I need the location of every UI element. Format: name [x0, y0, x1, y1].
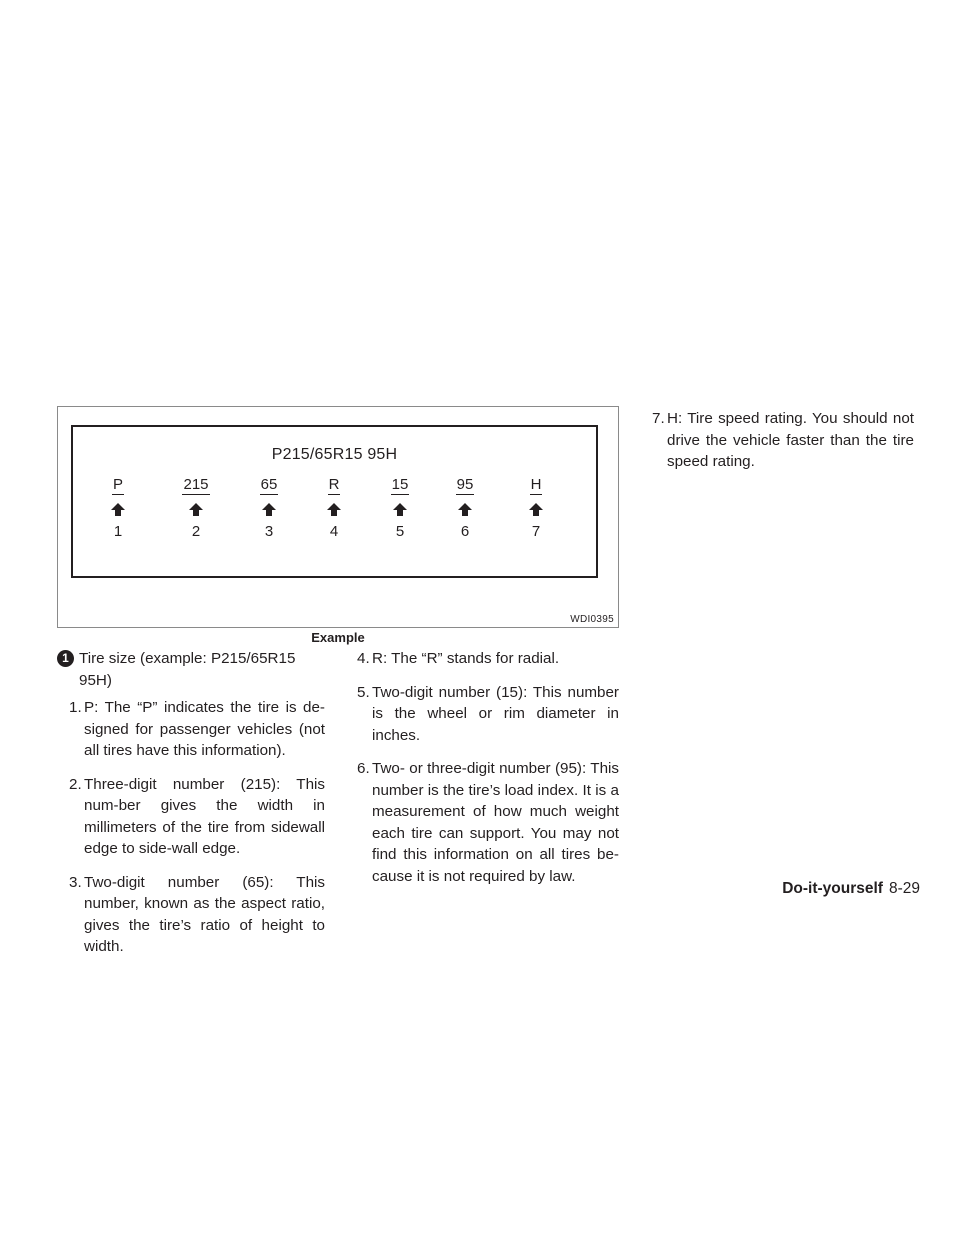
item-text: H: Tire speed rating. You should not drive the vehicle faster than the tire speed rating. [667, 410, 914, 470]
segment-label: R [328, 476, 340, 493]
tire-code-diagram [71, 425, 598, 578]
column-left [57, 648, 325, 970]
arrow-up-icon [529, 503, 543, 517]
list-item [57, 697, 325, 762]
arrow-up-icon [458, 503, 472, 517]
item-text: Two-digit number (65): This number, known as the aspect ratio, gives the tire’s ratio of height to width. [84, 873, 325, 955]
segment-label: 95 [456, 476, 474, 493]
list-item [652, 408, 914, 473]
segment-number: 4 [329, 523, 339, 540]
list-item [57, 872, 325, 958]
segment-label: 215 [183, 476, 209, 493]
segment-2 [166, 476, 226, 540]
column-middle [357, 648, 619, 899]
arrow-up-icon [111, 503, 125, 517]
list-item [357, 758, 619, 887]
figure-caption: Example [311, 630, 365, 645]
item-number: 3. [69, 873, 82, 891]
section-name: Do-it-yourself [782, 880, 883, 897]
column-right [652, 408, 914, 485]
segment-label: 15 [391, 476, 409, 493]
segment-4 [304, 476, 364, 540]
item-text: P: The “P” indicates the tire is de-signed for passenger vehicles (not all tires have this information). [84, 699, 325, 759]
item-number: 7. [652, 410, 665, 427]
segment-number: 7 [531, 523, 541, 540]
page-number: 8-29 [888, 880, 920, 897]
segment-label: 65 [260, 476, 278, 493]
segment-7 [506, 476, 566, 540]
tire-size-figure [57, 406, 619, 628]
segment-5 [370, 476, 430, 540]
arrow-up-icon [189, 503, 203, 517]
segment-number: 3 [264, 523, 274, 540]
segment-number: 6 [460, 523, 470, 540]
tire-code: P215/65R15 95H [271, 446, 398, 463]
segment-6 [435, 476, 495, 540]
list-item [357, 648, 619, 670]
figure-id: WDI0395 [570, 614, 614, 625]
segment-number: 2 [191, 523, 201, 540]
circled-number-icon: 1 [57, 650, 74, 667]
item-number: 2. [69, 775, 82, 793]
segment-label: H [530, 476, 542, 493]
page-footer [782, 880, 920, 898]
heading-text: Tire size (example: P215/65R15 95H) [79, 650, 296, 689]
arrow-up-icon [393, 503, 407, 517]
segment-label: P [112, 476, 123, 493]
item-number: 6. [357, 760, 370, 777]
arrow-up-icon [327, 503, 341, 517]
item-number: 4. [357, 650, 370, 667]
segment-3 [239, 476, 299, 540]
arrow-up-icon [262, 503, 276, 517]
list-item [57, 774, 325, 860]
list-item [357, 682, 619, 747]
segment-number: 1 [113, 523, 123, 540]
item-number: 5. [357, 683, 370, 701]
item-text: Two-digit number (15): This number is the wheel or rim diameter in inches. [372, 683, 619, 744]
item-number: 1. [69, 699, 82, 716]
section-heading [57, 648, 325, 691]
item-text: R: The “R” stands for radial. [372, 650, 560, 667]
item-text: Two- or three-digit number (95): This number is the tire’s load index. It is a measurement of how much weight each tire can support. You may not find this information on all tires be-cause it is not required by law. [372, 760, 619, 885]
segment-number: 5 [395, 523, 405, 540]
segment-1 [88, 476, 148, 540]
item-text: Three-digit number (215): This num-ber gives the width in millimeters of the tire from sidewall edge to side-wall edge. [84, 775, 325, 857]
